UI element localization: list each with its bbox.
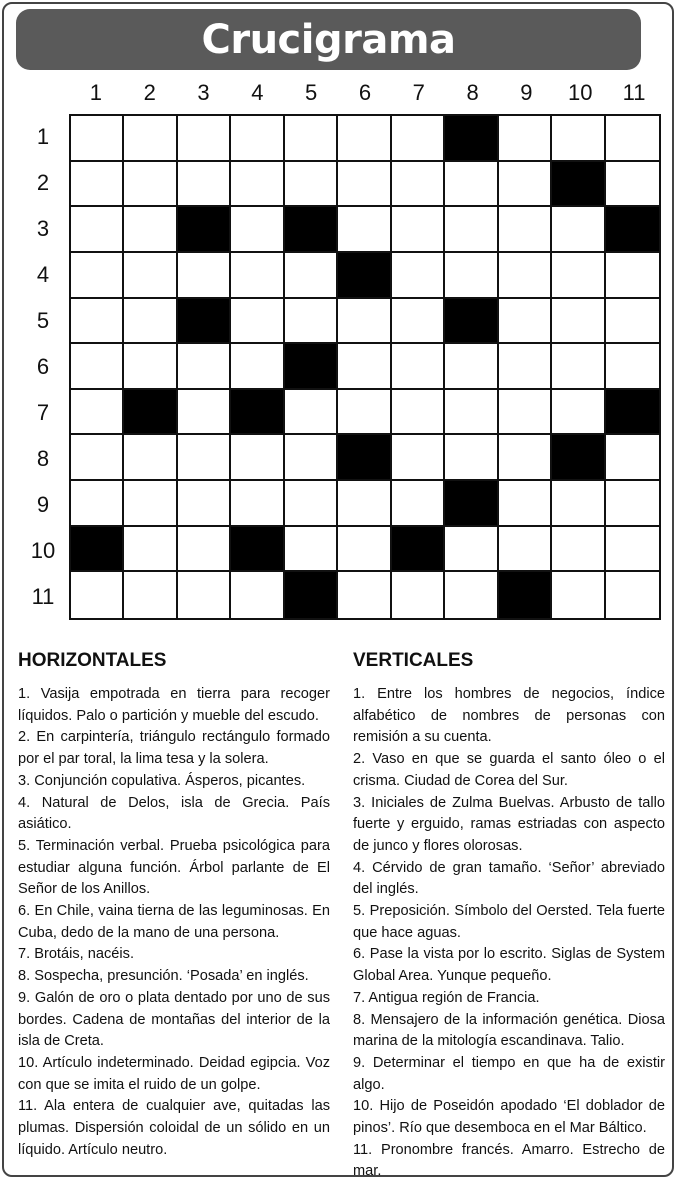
empty-cell[interactable] <box>285 253 338 299</box>
empty-cell[interactable] <box>231 116 284 162</box>
empty-cell[interactable] <box>124 116 177 162</box>
empty-cell[interactable] <box>71 116 124 162</box>
empty-cell[interactable] <box>552 481 605 527</box>
empty-cell[interactable] <box>552 253 605 299</box>
column-number: 6 <box>358 80 372 105</box>
clue-item: 11. Ala entera de cualquier ave, quitadas las plumas. Dispersión coloidal de un sólido en un líquido. Artículo neutro. <box>18 1098 330 1158</box>
empty-cell[interactable] <box>338 527 391 573</box>
empty-cell[interactable] <box>552 299 605 345</box>
vertical-heading: VERTICALES <box>353 650 474 671</box>
clue-item: 1. Entre los hombres de negocios, índice alfabético de nombres de personas con remisión a su cuenta. <box>353 686 665 746</box>
row-number: 6 <box>36 354 50 379</box>
empty-cell[interactable] <box>606 435 659 481</box>
empty-cell[interactable] <box>124 207 177 253</box>
empty-cell[interactable] <box>552 390 605 436</box>
empty-cell[interactable] <box>606 572 659 618</box>
empty-cell[interactable] <box>445 162 498 208</box>
clue-item: 7. Antigua región de Francia. <box>353 989 540 1006</box>
row-numbers <box>18 114 68 620</box>
empty-cell[interactable] <box>285 299 338 345</box>
empty-cell[interactable] <box>445 344 498 390</box>
row-number: 11 <box>31 584 55 609</box>
empty-cell[interactable] <box>71 299 124 345</box>
clue-item: 7. Brotáis, nacéis. <box>18 946 134 963</box>
empty-cell[interactable] <box>499 390 552 436</box>
empty-cell[interactable] <box>338 481 391 527</box>
empty-cell[interactable] <box>499 207 552 253</box>
empty-cell[interactable] <box>71 207 124 253</box>
row-number: 10 <box>30 538 56 563</box>
title-banner <box>16 9 641 70</box>
empty-cell[interactable] <box>178 116 231 162</box>
horizontal-heading: HORIZONTALES <box>18 650 167 671</box>
empty-cell[interactable] <box>499 344 552 390</box>
black-cell <box>552 435 605 481</box>
empty-cell[interactable] <box>606 344 659 390</box>
empty-cell[interactable] <box>124 253 177 299</box>
empty-cell[interactable] <box>552 527 605 573</box>
empty-cell[interactable] <box>338 162 391 208</box>
column-number: 9 <box>520 80 533 105</box>
black-cell <box>445 299 498 345</box>
row-number: 2 <box>36 170 50 195</box>
empty-cell[interactable] <box>392 435 445 481</box>
row-number: 7 <box>36 400 50 425</box>
empty-cell[interactable] <box>338 207 391 253</box>
empty-cell[interactable] <box>178 527 231 573</box>
black-cell <box>338 435 391 481</box>
black-cell <box>392 527 445 573</box>
empty-cell[interactable] <box>338 299 391 345</box>
clue-item: 3. Iniciales de Zulma Buelvas. Arbusto de tallo fuerte y erguido, ramas estriadas con aspecto de junco y flores olorosas. <box>353 794 665 854</box>
vertical-clue-list <box>353 684 665 1183</box>
empty-cell[interactable] <box>606 162 659 208</box>
empty-cell[interactable] <box>552 344 605 390</box>
empty-cell[interactable] <box>231 253 284 299</box>
empty-cell[interactable] <box>552 116 605 162</box>
vertical-clues <box>353 648 665 1183</box>
horizontal-clues <box>18 648 330 1161</box>
black-cell <box>285 344 338 390</box>
empty-cell[interactable] <box>499 481 552 527</box>
empty-cell[interactable] <box>231 299 284 345</box>
empty-cell[interactable] <box>71 344 124 390</box>
clue-item: 2. En carpintería, triángulo rectángulo formado por el par toral, la lima tesa y la solera. <box>18 729 330 768</box>
row-number: 9 <box>36 492 50 517</box>
empty-cell[interactable] <box>178 253 231 299</box>
empty-cell[interactable] <box>285 435 338 481</box>
empty-cell[interactable] <box>606 481 659 527</box>
horizontal-clue-list <box>18 684 330 1161</box>
empty-cell[interactable] <box>71 481 124 527</box>
black-cell <box>124 390 177 436</box>
page-title: Crucigrama <box>201 16 456 63</box>
black-cell <box>285 207 338 253</box>
clue-item: 5. Terminación verbal. Prueba psicológica para estudiar alguna función. Árbol parlante de El Señor de los Anillos. <box>18 837 330 898</box>
empty-cell[interactable] <box>499 299 552 345</box>
clue-item: 9. Determinar el tiempo en que ha de existir algo. <box>353 1054 665 1093</box>
empty-cell[interactable] <box>338 390 391 436</box>
empty-cell[interactable] <box>124 344 177 390</box>
clue-item: 9. Galón de oro o plata dentado por uno de sus bordes. Cadena de montañas del interior de la isla de Creta. <box>18 989 330 1050</box>
column-number: 3 <box>197 80 210 105</box>
empty-cell[interactable] <box>552 207 605 253</box>
black-cell <box>231 390 284 436</box>
clue-item: 3. Conjunción copulativa. Ásperos, picantes. <box>18 772 306 789</box>
black-cell <box>445 116 498 162</box>
clue-item: 4. Cérvido de gran tamaño. ‘Señor’ abreviado del inglés. <box>353 859 665 898</box>
empty-cell[interactable] <box>445 527 498 573</box>
empty-cell[interactable] <box>606 299 659 345</box>
empty-cell[interactable] <box>338 344 391 390</box>
empty-cell[interactable] <box>445 207 498 253</box>
empty-cell[interactable] <box>178 435 231 481</box>
empty-cell[interactable] <box>124 481 177 527</box>
empty-cell[interactable] <box>445 253 498 299</box>
empty-cell[interactable] <box>178 572 231 618</box>
black-cell <box>499 572 552 618</box>
black-cell <box>338 253 391 299</box>
empty-cell[interactable] <box>71 253 124 299</box>
clue-item: 8. Sospecha, presunción. ‘Posada’ en inglés. <box>18 968 309 985</box>
empty-cell[interactable] <box>124 572 177 618</box>
column-numbers <box>69 80 661 106</box>
empty-cell[interactable] <box>178 390 231 436</box>
empty-cell[interactable] <box>231 162 284 208</box>
empty-cell[interactable] <box>392 116 445 162</box>
empty-cell[interactable] <box>499 162 552 208</box>
empty-cell[interactable] <box>71 572 124 618</box>
row-number: 1 <box>36 124 50 149</box>
clue-item: 8. Mensajero de la información genética. Diosa marina de la mitología escandinava. Talio. <box>353 1011 665 1050</box>
empty-cell[interactable] <box>285 481 338 527</box>
empty-cell[interactable] <box>392 253 445 299</box>
empty-cell[interactable] <box>499 527 552 573</box>
empty-cell[interactable] <box>285 116 338 162</box>
empty-cell[interactable] <box>606 116 659 162</box>
empty-cell[interactable] <box>552 572 605 618</box>
black-cell <box>445 481 498 527</box>
empty-cell[interactable] <box>606 253 659 299</box>
empty-cell[interactable] <box>178 481 231 527</box>
clue-item: 1. Vasija empotrada en tierra para recoger líquidos. Palo o partición y mueble del escudo. <box>18 686 330 724</box>
column-number: 2 <box>143 80 156 105</box>
empty-cell[interactable] <box>178 162 231 208</box>
empty-cell[interactable] <box>392 344 445 390</box>
empty-cell[interactable] <box>71 162 124 208</box>
column-number: 1 <box>89 80 103 105</box>
clue-item: 10. Hijo de Poseidón apodado ‘El doblador de pinos’. Río que desemboca en el Mar Báltico. <box>353 1098 665 1137</box>
empty-cell[interactable] <box>231 572 284 618</box>
empty-cell[interactable] <box>285 390 338 436</box>
empty-cell[interactable] <box>178 344 231 390</box>
black-cell <box>71 527 124 573</box>
clue-item: 6. Pase la vista por lo escrito. Siglas de System Global Area. Yunque pequeño. <box>353 946 665 985</box>
empty-cell[interactable] <box>71 435 124 481</box>
empty-cell[interactable] <box>124 162 177 208</box>
column-number: 8 <box>466 80 479 105</box>
column-number: 10 <box>568 80 593 105</box>
empty-cell[interactable] <box>338 572 391 618</box>
empty-cell[interactable] <box>71 390 124 436</box>
clue-item: 6. En Chile, vaina tierna de las leguminosas. En Cuba, dedo de la mano de una persona. <box>18 903 330 941</box>
column-number: 4 <box>251 80 264 105</box>
empty-cell[interactable] <box>499 253 552 299</box>
black-cell <box>178 207 231 253</box>
empty-cell[interactable] <box>606 527 659 573</box>
empty-cell[interactable] <box>392 572 445 618</box>
empty-cell[interactable] <box>445 572 498 618</box>
empty-cell[interactable] <box>392 390 445 436</box>
empty-cell[interactable] <box>285 527 338 573</box>
empty-cell[interactable] <box>445 435 498 481</box>
black-cell <box>606 390 659 436</box>
clue-item: 5. Preposición. Símbolo del Oersted. Tela fuerte que hace aguas. <box>353 903 665 941</box>
empty-cell[interactable] <box>445 390 498 436</box>
empty-cell[interactable] <box>231 481 284 527</box>
clue-item: 2. Vaso en que se guarda el santo óleo o el crisma. Ciudad de Corea del Sur. <box>353 751 665 789</box>
empty-cell[interactable] <box>124 527 177 573</box>
empty-cell[interactable] <box>392 207 445 253</box>
empty-cell[interactable] <box>124 435 177 481</box>
empty-cell[interactable] <box>231 207 284 253</box>
black-cell <box>552 162 605 208</box>
empty-cell[interactable] <box>392 299 445 345</box>
empty-cell[interactable] <box>392 162 445 208</box>
clue-item: 11. Pronombre francés. Amarro. Estrecho de mar. <box>353 1141 665 1180</box>
row-number: 5 <box>36 308 50 333</box>
clue-item: 10. Artículo indeterminado. Deidad egipcia. Voz con que se imita el ruido de un golpe. <box>18 1054 330 1093</box>
black-cell <box>178 299 231 345</box>
row-number: 3 <box>36 216 50 241</box>
crossword-grid <box>69 114 661 620</box>
column-number: 7 <box>412 80 425 105</box>
column-number: 11 <box>622 80 646 105</box>
empty-cell[interactable] <box>338 116 391 162</box>
empty-cell[interactable] <box>231 344 284 390</box>
row-number: 4 <box>36 262 50 287</box>
empty-cell[interactable] <box>231 435 284 481</box>
empty-cell[interactable] <box>124 299 177 345</box>
empty-cell[interactable] <box>392 481 445 527</box>
black-cell <box>231 527 284 573</box>
empty-cell[interactable] <box>285 162 338 208</box>
black-cell <box>606 207 659 253</box>
black-cell <box>285 572 338 618</box>
empty-cell[interactable] <box>499 435 552 481</box>
empty-cell[interactable] <box>499 116 552 162</box>
column-number: 5 <box>305 80 318 105</box>
clue-item: 4. Natural de Delos, isla de Grecia. País asiático. <box>18 794 330 833</box>
row-number: 8 <box>36 446 50 471</box>
